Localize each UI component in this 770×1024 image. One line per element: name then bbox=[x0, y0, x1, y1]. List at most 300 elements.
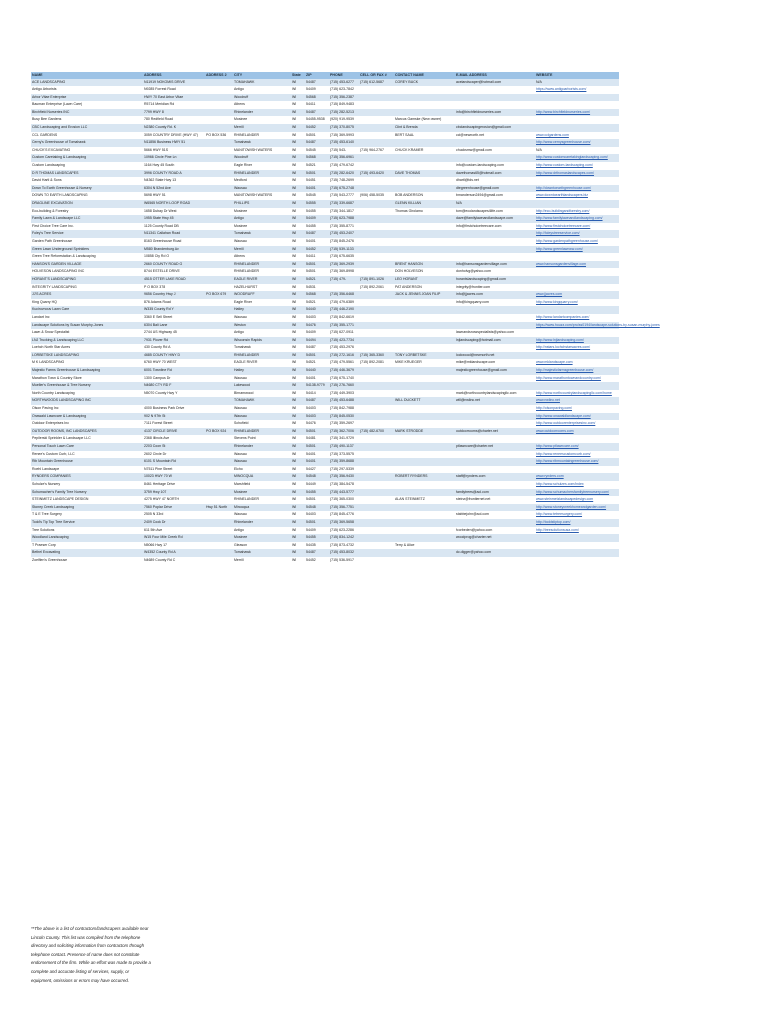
cell-contact-name bbox=[394, 451, 455, 459]
cell-website[interactable]: http://www.cernysgreenhouse.com/ bbox=[535, 139, 619, 147]
cell-email[interactable]: dave@familylawnandlandscape.com bbox=[455, 215, 535, 223]
cell-website bbox=[535, 284, 619, 292]
table-row bbox=[31, 306, 619, 314]
cell-email[interactable]: lawnandsnowspecialists@yahoo.com bbox=[456, 330, 515, 335]
cell-email[interactable]: horantslandscaping@gmail.com bbox=[455, 276, 535, 284]
cell-phone: (715) 675-1740 bbox=[330, 375, 354, 380]
cell-website[interactable]: http://www.drthomaslandscapes.com/ bbox=[535, 170, 619, 178]
cell-phone: (715) 369-8998 bbox=[330, 269, 354, 274]
cell-address-2: PO BOX 536 bbox=[206, 132, 227, 137]
cell-address-2 bbox=[205, 299, 233, 307]
cell-contact-name: WILL DUCKETT bbox=[394, 397, 455, 405]
cell-website[interactable]: http://www.lnjlandscaping.com/ bbox=[535, 337, 619, 345]
cell-name: Foley's Tree Service bbox=[31, 230, 143, 238]
cell-website[interactable]: http://www.gardenpathgreenhouse.com/ bbox=[536, 238, 598, 243]
cell-cell-or-fax bbox=[359, 238, 394, 246]
cell-website[interactable]: www.cclgardens.com bbox=[536, 132, 569, 137]
cell-email[interactable]: info@jjacres.com bbox=[455, 291, 535, 299]
cell-city: Wisconsin Rapids bbox=[233, 337, 291, 345]
cell-contact-name: JACK & JENNIS JOAN FILIP bbox=[394, 291, 455, 299]
cell-email bbox=[455, 466, 535, 474]
cell-address: N11856 Business HWY 51 bbox=[143, 139, 205, 147]
cell-website[interactable]: http://www.schumachersfamilytreenursery.com/ bbox=[535, 489, 619, 497]
cell-phone: (715) 536-5917 bbox=[330, 557, 354, 562]
cell-state: WI bbox=[291, 352, 305, 360]
cell-address: 611 5th Ave bbox=[144, 527, 163, 532]
cell-phone: (715) 423-7734 bbox=[329, 337, 359, 345]
cell-address-2 bbox=[205, 162, 233, 170]
table-row bbox=[31, 132, 619, 140]
cell-email[interactable]: mark@northcountrylandscapingllc.com bbox=[456, 390, 517, 395]
cell-name: Landscape Solutions by Susan Murphy-Jones bbox=[31, 322, 143, 330]
cell-email[interactable]: ccl@newnorth.net bbox=[456, 132, 485, 137]
cell-address-2 bbox=[205, 147, 233, 155]
table-row bbox=[31, 154, 619, 162]
cell-state: WI bbox=[291, 215, 305, 223]
table-row bbox=[31, 170, 619, 178]
header-name: NAME bbox=[31, 72, 143, 79]
cell-phone: (715) 355-8771 bbox=[330, 223, 354, 228]
cell-website[interactable]: http://eco-buildingandforestry.com/ bbox=[536, 208, 590, 213]
cell-state: WI bbox=[292, 87, 297, 92]
cell-address-2 bbox=[205, 322, 233, 330]
cell-address: N4362 State Hwy 13 bbox=[144, 178, 177, 183]
cell-email bbox=[455, 230, 535, 238]
cell-email[interactable]: bmanderson2494@gmail.com bbox=[456, 193, 503, 198]
cell-email[interactable]: davethomas65@hotmail.com bbox=[455, 170, 535, 178]
cell-address: N7511 Pine Street bbox=[144, 466, 173, 471]
cell-phone: (715) 369-2939 bbox=[329, 261, 359, 269]
cell-city: Rhinelander bbox=[233, 109, 291, 117]
cell-contact-name bbox=[394, 322, 455, 330]
header-contact-name: CONTACT NAME bbox=[394, 72, 455, 79]
cell-address: 2505 N 33rd bbox=[144, 512, 164, 517]
cell-cell-or-fax bbox=[359, 534, 394, 542]
cell-address: W4352 County Rd A bbox=[143, 549, 205, 557]
cell-city: Rhinelander bbox=[233, 443, 291, 451]
cell-city: Merrill bbox=[233, 246, 291, 254]
cell-address-2 bbox=[205, 352, 233, 360]
cell-website[interactable]: http://www.customcaretakinglandscaping.com/ bbox=[535, 154, 619, 162]
cell-website[interactable]: www.downtoearthlandscapers.biz bbox=[536, 193, 588, 198]
cell-zip: 54501 bbox=[305, 519, 329, 527]
cell-cell-or-fax bbox=[359, 451, 394, 459]
cell-phone: (715) 370-8075 bbox=[329, 124, 359, 132]
cell-city: Wausau bbox=[234, 314, 247, 319]
cell-website[interactable]: http://www.ptlawncare.com/ bbox=[535, 443, 619, 451]
cell-name: Birchfield Nurseries INC bbox=[31, 109, 143, 117]
cell-address: 7560 Poplar Drive bbox=[143, 504, 205, 512]
table-row bbox=[31, 299, 619, 307]
cell-address: 9656 Country Hwy J bbox=[143, 291, 205, 299]
cell-address: 6760 HWY 70 WEST bbox=[144, 360, 177, 365]
cell-cell-or-fax bbox=[359, 337, 394, 345]
cell-city: TOMAHAWK bbox=[233, 397, 291, 405]
cell-email[interactable]: donholvg@yahoo.com bbox=[456, 269, 491, 274]
cell-email[interactable]: majesticgreenhouse@gmail.com bbox=[455, 367, 535, 375]
table-row bbox=[31, 390, 619, 398]
cell-address: 1164 Hwy 45 South bbox=[144, 163, 175, 168]
cell-contact-name bbox=[394, 154, 455, 162]
cell-email[interactable]: info@hansonsgardenvillage.com bbox=[455, 261, 535, 269]
cell-website[interactable]: http://www.reneescustomcurb.com/ bbox=[536, 451, 591, 456]
cell-state: WI bbox=[291, 549, 305, 557]
cell-state: WI bbox=[292, 345, 297, 350]
cell-website: N/A bbox=[535, 79, 619, 87]
table-row bbox=[31, 413, 619, 421]
table-row bbox=[31, 352, 619, 360]
cell-address-2 bbox=[205, 86, 233, 94]
cell-phone: (715) 446-3679 bbox=[329, 367, 359, 375]
cell-address-2 bbox=[205, 230, 233, 238]
cell-email[interactable]: chucksmw@gmail.com bbox=[456, 147, 492, 152]
cell-state: WI bbox=[292, 178, 297, 183]
cell-cell-or-fax bbox=[359, 314, 394, 322]
cell-state: WI bbox=[291, 94, 305, 102]
table-row bbox=[31, 192, 619, 200]
cell-contact-name bbox=[394, 253, 455, 261]
cell-name: D R THOMAS LANDSCAPES bbox=[31, 170, 143, 178]
cell-cell-or-fax bbox=[359, 443, 394, 451]
cell-city: RHINELANDER bbox=[233, 428, 291, 436]
cell-website[interactable]: http://www.birchfieldnurseries.com/ bbox=[535, 109, 619, 117]
cell-website bbox=[535, 549, 619, 557]
cell-address-2 bbox=[205, 116, 233, 124]
cell-phone: (715) 842-7988 bbox=[330, 406, 354, 411]
cell-email[interactable]: woodprog@charter.net bbox=[455, 534, 535, 542]
cell-cell-or-fax bbox=[359, 557, 394, 565]
cell-city: Rhinelander bbox=[233, 519, 291, 527]
table-row bbox=[31, 261, 619, 269]
cell-state: WI bbox=[291, 200, 305, 208]
cell-website[interactable]: http://downtoearthgreenhouse.com/ bbox=[535, 185, 619, 193]
cell-website bbox=[535, 177, 619, 185]
cell-phone: (715) 356-6961 bbox=[329, 154, 359, 162]
table-row bbox=[31, 473, 619, 481]
cell-email[interactable]: outdoorrooms@charter.net bbox=[455, 428, 535, 436]
table-row bbox=[31, 466, 619, 474]
cell-address-2 bbox=[205, 359, 233, 367]
cell-email[interactable]: dhartl@tds.net bbox=[456, 178, 479, 183]
cell-state: WI bbox=[291, 170, 305, 178]
cell-email bbox=[455, 458, 535, 466]
cell-address: 10023 HWY 70 W bbox=[143, 473, 205, 481]
cell-website[interactable]: http://www.landartcompanies.com/ bbox=[536, 314, 590, 319]
cell-website[interactable]: http://www.ribmountaingreenhouse.com/ bbox=[535, 458, 619, 466]
cell-city: Weston bbox=[233, 322, 291, 330]
cell-cell-or-fax bbox=[359, 542, 394, 550]
cell-contact-name bbox=[394, 435, 455, 443]
cell-zip: 54409 bbox=[306, 527, 316, 532]
cell-website[interactable]: http://toddstiptop.com/ bbox=[535, 519, 619, 527]
cell-zip: 54138-9779 bbox=[305, 382, 329, 390]
cell-contact-name: COREY BUCK bbox=[394, 79, 455, 87]
cell-phone: (715) 449-3903 bbox=[330, 390, 354, 395]
cell-address: N5066 Hwy 17 bbox=[144, 542, 167, 547]
cell-email[interactable]: steinz@frontiernet.net bbox=[456, 497, 491, 502]
cell-phone: (715) 282-5213 bbox=[329, 109, 359, 117]
cell-name: Family Lawn & Landscape LLC bbox=[31, 215, 143, 223]
cell-email[interactable]: familytrees@aol.com bbox=[455, 489, 535, 497]
cell-email[interactable]: cbclandscapingerosion@gmail.com bbox=[455, 124, 535, 132]
table-row bbox=[31, 443, 619, 451]
table-row bbox=[31, 208, 619, 216]
cell-state: WI bbox=[292, 269, 297, 274]
cell-website[interactable]: http://www.schulzes.com/index bbox=[536, 481, 584, 486]
cell-contact-name bbox=[394, 215, 455, 223]
cell-email bbox=[455, 420, 535, 428]
cell-name: Schulze's Nursery bbox=[32, 481, 61, 486]
cell-name: Custom Caretaking & Landscaping bbox=[31, 154, 143, 162]
cell-email[interactable]: staff@rynders.com bbox=[455, 473, 535, 481]
cell-zip: 54501 bbox=[306, 132, 316, 137]
cell-contact-name bbox=[394, 299, 455, 307]
cell-zip: 54411 bbox=[306, 254, 316, 259]
cell-zip: 54401 bbox=[305, 458, 329, 466]
cell-website[interactable]: https://www.antigoarborists.com/ bbox=[536, 87, 587, 92]
cell-city: EAGLE RIVER bbox=[233, 276, 291, 284]
cell-email[interactable]: acelandscaper@hotmail.com bbox=[455, 79, 535, 87]
cell-website[interactable]: http://www.kingquarry.com/ bbox=[536, 299, 578, 304]
cell-website[interactable]: http://www.stoneycreekhomeandgarden.com/ bbox=[535, 504, 619, 512]
cell-name: David Hartl & Sons bbox=[32, 178, 62, 183]
cell-cell-or-fax bbox=[359, 322, 394, 330]
cell-website[interactable]: www.rynders.com bbox=[535, 473, 619, 481]
cell-zip: 54501 bbox=[305, 443, 329, 451]
cell-email[interactable]: will@nwlinc.net bbox=[455, 397, 535, 405]
cell-cell-or-fax bbox=[359, 496, 394, 504]
table-row bbox=[31, 367, 619, 375]
cell-website[interactable]: http://majesticfarmsgreenhouse.com/ bbox=[535, 367, 619, 375]
cell-state: WI bbox=[291, 246, 305, 254]
cell-address: N4689 County Rd C bbox=[144, 557, 176, 562]
cell-address-2 bbox=[205, 557, 233, 565]
cell-name: Personal Touch Lawn Care bbox=[31, 443, 143, 451]
cell-website[interactable]: https://www.houzz.com/pro/ss0194/landscape-solutions-by-susan-murphy-jones bbox=[535, 322, 619, 330]
cell-contact-name bbox=[394, 534, 455, 542]
cell-website[interactable]: http://nstars.lochchstarsacres.com/ bbox=[536, 345, 591, 350]
cell-state: WI bbox=[292, 314, 297, 319]
cell-state: WI bbox=[292, 375, 297, 380]
cell-website bbox=[535, 382, 619, 390]
cell-email[interactable]: lockwood@newnorth.net bbox=[455, 352, 535, 360]
cell-website[interactable]: www.hansonsgardenvillage.com bbox=[535, 261, 619, 269]
cell-address-2 bbox=[205, 284, 233, 292]
cell-email bbox=[455, 435, 535, 443]
cell-state: WI bbox=[292, 254, 297, 259]
cell-state: WI bbox=[292, 406, 297, 411]
cell-state: WI bbox=[292, 481, 297, 486]
cell-website[interactable]: http://www.familylawnandlandscaping.com/ bbox=[535, 215, 619, 223]
cell-website[interactable]: http://www.tetreesurgery.com/ bbox=[536, 512, 583, 517]
cell-address: 1125 County Road DB bbox=[144, 223, 179, 228]
cell-phone: (715) 446-2190 bbox=[329, 306, 359, 314]
cell-contact-name bbox=[394, 306, 455, 314]
cell-phone: (715) 339-6687 bbox=[329, 200, 359, 208]
cell-zip: 54487 bbox=[306, 345, 316, 350]
cell-address-2 bbox=[205, 268, 233, 276]
cell-address-2 bbox=[205, 397, 233, 405]
cell-email bbox=[455, 557, 535, 565]
cell-email[interactable]: info@birchfieldnurseries.com bbox=[455, 109, 535, 117]
cell-cell-or-fax bbox=[359, 527, 394, 535]
cell-website bbox=[535, 329, 619, 337]
cell-phone: (715) 543- bbox=[330, 147, 347, 152]
cell-contact-name bbox=[394, 86, 455, 94]
cell-address-2 bbox=[205, 306, 233, 314]
cell-address: 10858 Cty Rd O bbox=[144, 254, 170, 259]
cell-address: N5070 County Hwy Y bbox=[144, 390, 178, 395]
cell-website[interactable]: http://www.onawaldlandscape.com/ bbox=[535, 413, 619, 421]
cell-website[interactable]: http://www.greenlawnww.com/ bbox=[535, 246, 619, 254]
cell-website[interactable]: www.steinmetzlandscapedesign.com bbox=[536, 497, 594, 502]
cell-phone: (715) 443-5777 bbox=[329, 489, 359, 497]
cell-email[interactable]: info@kingquarry.com bbox=[456, 299, 489, 304]
cell-state: WI bbox=[291, 489, 305, 497]
cell-name: Green Lawn Underground Sprinklers bbox=[31, 246, 143, 254]
cell-contact-name bbox=[394, 382, 455, 390]
cell-name: Todd's Tip Top Tree Service bbox=[31, 519, 143, 527]
cell-name: JJ'S ACRES bbox=[31, 291, 143, 299]
cell-website[interactable]: www.mklandscape.com bbox=[536, 360, 573, 365]
cell-name: Onawald Lawncare & Landscaping bbox=[31, 413, 143, 421]
cell-phone: (715) 845-0530 bbox=[329, 413, 359, 421]
cell-website[interactable]: http://foleystreeservice.com/ bbox=[535, 230, 619, 238]
cell-city: RHINELANDER bbox=[233, 352, 291, 360]
cell-zip: 54501 bbox=[305, 170, 329, 178]
table-row bbox=[31, 86, 619, 94]
cell-cell-or-fax: (715) 892-2081 bbox=[360, 360, 384, 365]
cell-state: WI bbox=[291, 337, 305, 345]
cell-website[interactable]: http://treesolutionsusa.com/ bbox=[536, 527, 579, 532]
cell-cell-or-fax bbox=[359, 519, 394, 527]
cell-website[interactable]: http://www.firstchoicetreecare.com/ bbox=[536, 223, 591, 228]
cell-email[interactable]: ptlawncare@charter.net bbox=[455, 443, 535, 451]
cell-email[interactable]: dc.digger@yahoo.com bbox=[455, 549, 535, 557]
cell-city: Mosinee bbox=[233, 534, 291, 542]
cell-phone: (715) 479-5561 bbox=[330, 360, 354, 365]
cell-website bbox=[535, 276, 619, 284]
cell-address: 4275 HWY 47 NORTH bbox=[144, 497, 180, 502]
cell-email bbox=[455, 154, 535, 162]
cell-zip: 54411 bbox=[306, 102, 316, 107]
cell-email[interactable]: integrity@frontier.com bbox=[456, 284, 491, 289]
cell-address-2 bbox=[205, 466, 233, 474]
cell-zip: 54401 bbox=[306, 238, 316, 243]
cell-website[interactable]: www.jjacres.com bbox=[535, 291, 619, 299]
cell-phone: (715) 623-7842 bbox=[330, 87, 354, 92]
cell-name: Outdoor Enterprises Inc bbox=[32, 421, 69, 426]
cell-state: WI bbox=[291, 230, 305, 238]
cell-zip: 54501 bbox=[306, 269, 316, 274]
cell-website[interactable]: http://www.marathontownandcountry.com/ bbox=[536, 375, 601, 380]
cell-email[interactable]: lnjlandscaping@hotmail.com bbox=[455, 337, 535, 345]
cell-state: WI bbox=[291, 443, 305, 451]
cell-phone: (715) 453-6140 bbox=[329, 139, 359, 147]
cell-zip: 54401 bbox=[306, 375, 316, 380]
cell-website[interactable]: http://www.outdoorenterprisesinc.com/ bbox=[536, 421, 596, 426]
cell-website[interactable]: www.nwlinc.net bbox=[535, 397, 619, 405]
cell-cell-or-fax bbox=[359, 344, 394, 352]
cell-contact-name bbox=[394, 527, 455, 535]
table-row bbox=[31, 511, 619, 519]
cell-address-2 bbox=[205, 527, 233, 535]
cell-address: 1300 Campus Dr bbox=[144, 375, 171, 380]
cell-phone bbox=[329, 284, 359, 292]
cell-zip: 54409 bbox=[306, 330, 316, 335]
cell-phone: (715) 384-5478 bbox=[330, 481, 354, 486]
cell-address: 6304 Bali Lane bbox=[143, 322, 205, 330]
table-row bbox=[31, 147, 619, 155]
cell-state: WI bbox=[291, 276, 305, 284]
cell-email[interactable]: info@custom-landscaping.com bbox=[456, 163, 504, 168]
cell-city: Tomahawk bbox=[233, 139, 291, 147]
cell-website[interactable]: http://www.northcountrylandscapingllc.com/home bbox=[536, 390, 612, 395]
cell-email[interactable]: stabbejohn@aol.com bbox=[456, 512, 489, 517]
table-row bbox=[31, 337, 619, 345]
cell-contact-name bbox=[394, 367, 455, 375]
cell-state: WI bbox=[291, 504, 305, 512]
cell-zip: 54452 bbox=[305, 246, 329, 254]
cell-address-2 bbox=[205, 109, 233, 117]
cell-address-2 bbox=[205, 79, 233, 87]
cell-address-2 bbox=[205, 94, 233, 102]
cell-cell-or-fax bbox=[359, 200, 394, 208]
cell-state: WI bbox=[292, 557, 297, 562]
cell-city: Tomahawk bbox=[233, 549, 291, 557]
cell-phone: (715) 276-7660 bbox=[329, 382, 359, 390]
cell-website[interactable]: http://olsonpaving.com/ bbox=[536, 406, 572, 411]
cell-city: Elcho bbox=[234, 466, 243, 471]
cell-email[interactable]: dtegreenhouse@gmail.com bbox=[455, 185, 535, 193]
cell-address-2: PO BOX 679 bbox=[205, 291, 233, 299]
cell-email[interactable]: fcorbeden@yahoo.com bbox=[456, 527, 493, 532]
cell-phone: (715) 359-2697 bbox=[330, 421, 354, 426]
header-cell-or-fax: CELL OR FAX # bbox=[359, 72, 394, 79]
cell-cell-or-fax bbox=[359, 405, 394, 413]
cell-address: N11919 NOKOMIS DRIVE bbox=[143, 79, 205, 87]
cell-state: WI bbox=[291, 458, 305, 466]
cell-website[interactable]: www.outdoorrooms.com bbox=[535, 428, 619, 436]
cell-phone: (715) 543-2777 bbox=[330, 193, 354, 198]
cell-contact-name bbox=[394, 443, 455, 451]
cell-address: 10966 Circle Pine Ln bbox=[143, 154, 205, 162]
cell-city: Wausau bbox=[233, 413, 291, 421]
cell-state: WI bbox=[292, 497, 297, 502]
cell-email bbox=[455, 238, 535, 246]
cell-cell-or-fax bbox=[359, 420, 394, 428]
table-row bbox=[31, 481, 619, 489]
cell-name: T Praeser Corp bbox=[32, 542, 56, 547]
cell-email[interactable]: mike@mklandscape.com bbox=[456, 360, 496, 365]
cell-cell-or-fax bbox=[359, 139, 394, 147]
cell-address: 3059 COUNTRY DRIVE (HWY 47) bbox=[144, 132, 198, 137]
cell-contact-name: BRENT HANSON bbox=[394, 261, 455, 269]
cell-address: P O BOX 378 bbox=[144, 284, 166, 289]
table-row bbox=[31, 405, 619, 413]
cell-cell-or-fax bbox=[359, 382, 394, 390]
cell-email[interactable]: info@firstchoicetreecare.com bbox=[456, 223, 502, 228]
cell-contact-name: TONY LORBETSKE bbox=[394, 352, 455, 360]
cell-phone: (715) 453-6488 bbox=[329, 397, 359, 405]
cell-website[interactable]: http://www.custom-landscaping.com/ bbox=[536, 163, 593, 168]
cell-email[interactable]: tom@ecolandscapes4life.com bbox=[456, 208, 503, 213]
cell-phone: (715) 849-9483 bbox=[330, 102, 354, 107]
cell-contact-name bbox=[394, 549, 455, 557]
cell-zip: 54452 bbox=[305, 124, 329, 132]
cell-phone: (715) 453-2976 bbox=[330, 345, 354, 350]
cell-name: Roehl Landscape bbox=[32, 466, 60, 471]
